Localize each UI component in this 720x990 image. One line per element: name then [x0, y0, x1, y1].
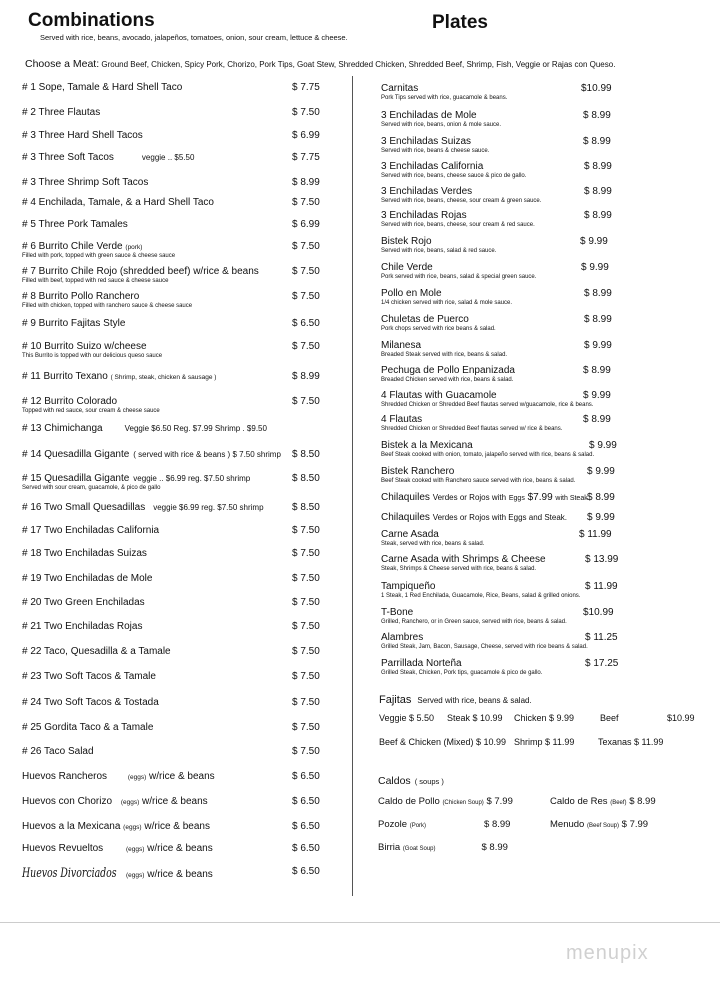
- caldos-title-text: Caldos: [378, 775, 411, 787]
- fajitas-shrimp: Shrimp $ 11.99: [514, 737, 575, 747]
- plate-description: Served with rice, beans, cheese sauce & pico de gallo.: [381, 173, 527, 179]
- combo-name: # 12 Burrito Colorado: [22, 396, 118, 407]
- huevos-sides: w/rice & beans: [144, 821, 210, 832]
- combo-name: # 21 Two Enchiladas Rojas: [22, 621, 143, 632]
- combo-price: $ 7.75: [292, 82, 320, 93]
- plate-note: Verdes or Rojos with Eggs and Steak.: [432, 513, 567, 522]
- caldo-note: (Pork): [409, 823, 427, 829]
- huevos-sides: w/rice & beans: [147, 869, 213, 880]
- caldos-title: [378, 775, 444, 787]
- plate-note-steak: with Steak: [555, 495, 588, 502]
- plate-name: Alambres: [381, 632, 424, 643]
- huevos-name: Huevos Divorciados: [22, 866, 117, 881]
- caldo-note: (Beef Soup): [586, 823, 620, 829]
- combo-name: # 14 Quesadilla Gigante: [22, 449, 130, 460]
- plate-price: $ 8.99: [583, 110, 611, 121]
- plate-name: Chilaquiles: [381, 512, 430, 523]
- plate-description: Shredded Chicken or Shredded Beef flautas served w/guacamole, rice & beans.: [381, 402, 594, 408]
- combinations-subtitle: Served with rice, beans, avocado, jalapeños, tomatoes, onion, sour cream, lettuce & cheese.: [40, 33, 348, 42]
- combo-price: $ 8.50: [292, 502, 320, 513]
- combo-item: [22, 621, 344, 632]
- combo-item: [22, 152, 344, 163]
- plate-item: [381, 210, 701, 228]
- plate-item: [381, 262, 701, 280]
- combo-name: # 4 Enchilada, Tamale, & a Hard Shell Taco: [22, 197, 214, 208]
- combo-description: Filled with chicken, topped with ranchero sauce & cheese sauce: [22, 303, 193, 309]
- plate-name: 3 Enchiladas Suizas: [381, 136, 472, 147]
- combo-name: # 16 Two Small Quesadillas: [22, 502, 146, 513]
- plate-description: Grilled Steak, Jam, Bacon, Sausage, Cheese, served with rice beans & salad.: [381, 644, 588, 650]
- combo-name: # 26 Taco Salad: [22, 746, 94, 757]
- huevos-item: [22, 771, 344, 782]
- combo-price: $ 7.50: [292, 291, 320, 302]
- plate-description: Grilled Steak, Chicken, Pork tips, guacamole & pico de gallo.: [381, 670, 543, 676]
- plate-name: 3 Enchiladas Verdes: [381, 186, 473, 197]
- plate-item: [381, 512, 701, 523]
- meat-options: Ground Beef, Chicken, Spicy Pork, Chorizo, Pork Tips, Goat Stew, Shredded Chicken, Shredded Beef, Shrimp, Fish, Veggie or Rajas con Queso.: [101, 60, 616, 69]
- combo-price: $ 7.50: [292, 573, 320, 584]
- combo-price: $ 7.50: [292, 197, 320, 208]
- combinations-title: Combinations: [28, 10, 155, 31]
- combo-name: # 1 Sope, Tamale & Hard Shell Taco: [22, 82, 183, 93]
- combo-item: [22, 548, 344, 559]
- plate-name: Bistek Rojo: [381, 236, 432, 247]
- column-divider: [352, 76, 353, 896]
- combo-variant-prices: veggie .. $6.99 reg. $7.50 shrimp: [133, 474, 251, 483]
- plate-name: T-Bone: [381, 607, 414, 618]
- plate-price: $10.99: [581, 83, 612, 94]
- plate-price: $ 13.99: [585, 554, 619, 565]
- plate-name: 3 Enchiladas California: [381, 161, 484, 172]
- combo-name: # 23 Two Soft Tacos & Tamale: [22, 671, 156, 682]
- plate-name: Chilaquiles: [381, 492, 430, 503]
- plate-name: Pechuga de Pollo Enpanizada: [381, 365, 515, 376]
- combo-name: # 13 Chimichanga: [22, 423, 103, 434]
- combo-item: [22, 291, 344, 309]
- plate-item: [381, 390, 701, 408]
- plate-description: 1 Steak, 1 Red Enchilada, Guacamole, Rice, Beans, salad & grilled onions.: [381, 593, 581, 599]
- combo-price: $ 7.50: [292, 525, 320, 536]
- plate-item: [381, 110, 701, 128]
- plate-price: $ 8.99: [584, 186, 612, 197]
- combo-description: Filled with pork, topped with green sauce & cheese sauce: [22, 253, 176, 259]
- plate-description: Grilled, Ranchero, or in Green sauce, served with rice, beans & salad.: [381, 619, 567, 625]
- plate-price: $ 9.99: [584, 340, 612, 351]
- huevos-item: [22, 866, 344, 881]
- plate-item: [381, 161, 701, 179]
- plate-price: $ 8.99: [583, 414, 611, 425]
- caldo-name: Pozole: [378, 819, 408, 830]
- combo-name: # 25 Gordita Taco & a Tamale: [22, 722, 154, 733]
- combo-name: # 19 Two Enchiladas de Mole: [22, 573, 153, 584]
- combo-price: $ 8.99: [292, 371, 320, 382]
- combo-name: # 10 Burrito Suizo w/cheese: [22, 341, 147, 352]
- plate-item: [381, 186, 701, 204]
- combo-item: [22, 341, 344, 359]
- huevos-price: $ 6.50: [292, 866, 320, 877]
- combo-price: $ 8.50: [292, 449, 320, 460]
- combo-note: (pork): [125, 244, 143, 251]
- plate-name: 3 Enchiladas Rojas: [381, 210, 467, 221]
- combo-price: $ 7.50: [292, 266, 320, 277]
- caldo-item: [378, 842, 508, 853]
- watermark: menupix: [566, 942, 649, 964]
- huevos-note: (eggs): [126, 872, 145, 879]
- plate-eggs-price: $7.99: [527, 492, 553, 503]
- plate-name: Carnitas: [381, 83, 419, 94]
- combo-name: # 15 Quesadilla Gigante: [22, 473, 130, 484]
- plate-item: [381, 607, 701, 625]
- plate-item: [381, 288, 701, 306]
- combo-price: $ 7.50: [292, 746, 320, 757]
- caldo-price: $ 7.99: [621, 819, 649, 830]
- huevos-note: (eggs): [120, 799, 140, 806]
- plate-price: $ 8.99: [584, 161, 612, 172]
- plate-price: $ 9.99: [581, 262, 609, 273]
- combo-item: [22, 107, 344, 118]
- plate-price: $ 9.99: [587, 512, 615, 523]
- plate-price: $ 11.99: [579, 529, 612, 540]
- combo-name: # 9 Burrito Fajitas Style: [22, 318, 126, 329]
- plate-description: Served with rice, beans & cheese sauce.: [381, 148, 490, 154]
- combo-item: [22, 525, 344, 536]
- huevos-name: Huevos a la Mexicana: [22, 821, 121, 832]
- plate-name: Parrillada Norteña: [381, 658, 462, 669]
- plate-price: $ 9.99: [589, 440, 617, 451]
- combo-description: This Burrito is topped with our delicious queso sauce: [22, 353, 163, 359]
- plate-price: $ 8.99: [587, 492, 615, 503]
- caldo-note: (Goat Soup): [402, 846, 436, 852]
- bottom-divider: [0, 922, 720, 923]
- huevos-price: $ 6.50: [292, 843, 320, 854]
- plate-name: 3 Enchiladas de Mole: [381, 110, 477, 121]
- combo-name: # 17 Two Enchiladas California: [22, 525, 160, 536]
- caldo-item: [550, 819, 648, 830]
- combo-item: [22, 722, 344, 733]
- combo-price: $ 8.99: [292, 177, 320, 188]
- plate-price: $ 11.99: [585, 581, 618, 592]
- plate-item: [381, 581, 701, 599]
- huevos-note: (eggs): [125, 846, 145, 853]
- plate-name: Bistek Ranchero: [381, 466, 455, 477]
- plate-item: [381, 83, 701, 101]
- plate-description: Served with rice, beans, salad & red sauce.: [381, 248, 497, 254]
- combo-item: [22, 177, 344, 188]
- plate-description: Breaded Steak served with rice, beans & salad.: [381, 352, 508, 358]
- huevos-price: $ 6.50: [292, 796, 320, 807]
- combo-item: [22, 82, 344, 93]
- combo-name: # 7 Burrito Chile Rojo (shredded beef) w/rice & beans: [22, 266, 259, 277]
- plate-name: Carne Asada with Shrimps & Cheese: [381, 554, 546, 565]
- plate-description: Breaded Chicken served with rice, beans & salad.: [381, 377, 514, 383]
- combo-price: $ 7.50: [292, 621, 320, 632]
- caldo-item: [550, 796, 656, 807]
- combo-name: # 3 Three Hard Shell Tacos: [22, 130, 143, 141]
- combo-variant-prices: veggie $6.99 reg. $7.50 shrimp: [153, 503, 264, 512]
- huevos-sides: w/rice & beans: [149, 771, 215, 782]
- combo-variant-prices: Veggie $6.50 Reg. $7.99 Shrimp . $9.50: [124, 424, 267, 433]
- huevos-name: Huevos Rancheros: [22, 771, 108, 782]
- combo-item: [22, 241, 344, 259]
- plate-item: [381, 658, 701, 676]
- plate-price: $ 8.99: [584, 210, 612, 221]
- fajitas-mixed: Beef & Chicken (Mixed) $ 10.99: [379, 737, 507, 747]
- plate-description: Served with rice, beans, cheese, sour cream & green sauce.: [381, 198, 542, 204]
- plate-description: Beef Steak cooked with onion, tomato, jalapeño served with rice, beans & salad.: [381, 452, 595, 458]
- plate-price: $ 11.25: [585, 632, 618, 643]
- plates-title: Plates: [432, 12, 488, 33]
- huevos-item: [22, 796, 344, 807]
- huevos-sides: w/rice & beans: [142, 796, 208, 807]
- plate-item: [381, 632, 701, 650]
- combo-item: [22, 449, 344, 460]
- huevos-name: Huevos Revueltos: [22, 843, 104, 854]
- plate-description: Steak, Shrimps & Cheese served with rice, beans & salad.: [381, 566, 537, 572]
- caldo-name: Birria: [378, 842, 401, 853]
- combo-price: $ 7.50: [292, 597, 320, 608]
- combo-name: # 3 Three Shrimp Soft Tacos: [22, 177, 149, 188]
- combo-price: $ 7.50: [292, 341, 320, 352]
- caldo-note: (Chicken Soup): [442, 800, 484, 806]
- plate-name: Tampiqueño: [381, 581, 436, 592]
- combo-price: $ 7.50: [292, 722, 320, 733]
- combo-price: $ 8.50: [292, 473, 320, 484]
- combo-name: # 24 Two Soft Tacos & Tostada: [22, 697, 159, 708]
- combo-price: $ 6.50: [292, 318, 320, 329]
- plate-description: Pork chops served with rice beans & salad.: [381, 326, 496, 332]
- combo-item: [22, 473, 344, 491]
- plate-price: $10.99: [583, 607, 614, 618]
- combo-price: $ 7.50: [292, 671, 320, 682]
- plate-price: $ 8.99: [583, 365, 611, 376]
- fajitas-texanas: Texanas $ 11.99: [598, 737, 664, 747]
- combo-name: # 5 Three Pork Tamales: [22, 219, 128, 230]
- plate-name: Milanesa: [381, 340, 422, 351]
- combo-item: [22, 646, 344, 657]
- combo-description: Filled with beef, topped with red sauce & cheese sauce: [22, 278, 169, 284]
- caldo-name: Caldo de Res: [550, 796, 608, 807]
- plate-name: 4 Flautas with Guacamole: [381, 390, 497, 401]
- huevos-item: [22, 821, 344, 832]
- combo-price: $ 7.50: [292, 646, 320, 657]
- plate-item: [381, 554, 701, 572]
- combo-price: $ 7.50: [292, 396, 320, 407]
- plate-price: $ 8.99: [584, 288, 612, 299]
- huevos-price: $ 6.50: [292, 821, 320, 832]
- combo-name: # 2 Three Flautas: [22, 107, 101, 118]
- combo-item: [22, 219, 344, 230]
- caldo-note: (Beef): [610, 800, 627, 806]
- combo-item: [22, 266, 344, 284]
- combo-name: # 8 Burrito Pollo Ranchero: [22, 291, 140, 302]
- combo-item: [22, 573, 344, 584]
- combo-item: [22, 318, 344, 329]
- combo-item: [22, 597, 344, 608]
- combo-item: [22, 396, 344, 414]
- huevos-name: Huevos con Chorizo: [22, 796, 113, 807]
- fajitas-chicken: Chicken $ 9.99: [514, 713, 575, 723]
- huevos-note: (eggs): [123, 824, 142, 831]
- combo-item: [22, 197, 344, 208]
- plate-description: Steak, served with rice, beans & salad.: [381, 541, 485, 547]
- combo-price: $ 6.99: [292, 219, 320, 230]
- combo-item: [22, 130, 344, 141]
- caldos-subtitle: ( soups ): [414, 777, 444, 786]
- plate-item: [381, 492, 701, 503]
- fajitas-veggie: Veggie $ 5.50: [379, 713, 435, 723]
- combo-price: $ 7.50: [292, 241, 320, 252]
- combo-price: $ 6.99: [292, 130, 320, 141]
- combo-item: [22, 423, 344, 434]
- plate-note-eggs: Eggs: [508, 495, 525, 502]
- fajitas-beef-label: Beef: [600, 713, 619, 723]
- combo-item: [22, 502, 344, 513]
- plate-name: Pollo en Mole: [381, 288, 442, 299]
- fajitas-steak: Steak $ 10.99: [447, 713, 503, 723]
- fajitas-subtitle: Served with rice, beans & salad.: [417, 696, 532, 705]
- combo-name: # 20 Two Green Enchiladas: [22, 597, 145, 608]
- plate-name: Chuletas de Puerco: [381, 314, 469, 325]
- plate-item: [381, 466, 701, 484]
- plate-item: [381, 314, 701, 332]
- combo-item: [22, 671, 344, 682]
- plate-price: $ 9.99: [587, 466, 615, 477]
- plate-price: $ 8.99: [584, 314, 612, 325]
- plate-price: $ 17.25: [585, 658, 619, 669]
- plate-price: $ 9.99: [583, 390, 611, 401]
- plate-name: Bistek a la Mexicana: [381, 440, 473, 451]
- combo-name: # 11 Burrito Texano: [22, 371, 108, 382]
- plate-item: [381, 529, 701, 547]
- fajitas-title-text: Fajitas: [379, 694, 412, 706]
- plate-price: $ 9.99: [580, 236, 608, 247]
- caldo-item: [378, 819, 510, 830]
- plate-price: $ 8.99: [583, 136, 611, 147]
- combo-description: Topped with red sauce, sour cream & cheese sauce: [22, 408, 160, 414]
- combo-price: $ 7.50: [292, 697, 320, 708]
- plate-item: [381, 365, 701, 383]
- combo-price: $ 7.75: [292, 152, 320, 163]
- caldo-price: $ 8.99: [481, 842, 508, 853]
- combo-name: # 6 Burrito Chile Verde: [22, 241, 123, 252]
- combo-description: Served with sour cream, guacamole, & pico de gallo: [22, 485, 161, 491]
- plate-item: [381, 236, 701, 254]
- combo-price: $ 7.50: [292, 107, 320, 118]
- meat-choice-line: [25, 58, 615, 70]
- caldo-item: [378, 796, 513, 807]
- huevos-price: $ 6.50: [292, 771, 320, 782]
- plate-item: [381, 414, 701, 432]
- caldo-name: Caldo de Pollo: [378, 796, 440, 807]
- combo-name: # 18 Two Enchiladas Suizas: [22, 548, 147, 559]
- caldo-price: $ 7.99: [486, 796, 513, 807]
- combo-item: [22, 697, 344, 708]
- combo-name: # 3 Three Soft Tacos: [22, 152, 114, 163]
- combo-name: # 22 Taco, Quesadilla & a Tamale: [22, 646, 171, 657]
- plate-item: [381, 440, 701, 458]
- combo-note: ( Shrimp, steak, chicken & sausage ): [110, 374, 217, 381]
- plate-description: Shredded Chicken or Shredded Beef flautas served w/ rice & beans.: [381, 426, 563, 432]
- plate-description: Served with rice, beans, onion & mole sauce.: [381, 122, 502, 128]
- plate-description: 1/4 chicken served with rice, salad & mole sauce.: [381, 300, 513, 306]
- combo-item: [22, 746, 344, 757]
- plate-item: [381, 136, 701, 154]
- combo-item: [22, 371, 344, 382]
- fajitas-beef-price: $10.99: [667, 713, 695, 723]
- plate-description: Served with rice, beans, cheese, sour cream & red sauce.: [381, 222, 535, 228]
- plate-item: [381, 340, 701, 358]
- plate-name: Chile Verde: [381, 262, 433, 273]
- plate-name: 4 Flautas: [381, 414, 423, 425]
- combo-price: $ 7.50: [292, 548, 320, 559]
- caldo-price: $ 8.99: [629, 796, 656, 807]
- plate-description: Pork Tips served with rice, guacamole & beans.: [381, 95, 508, 101]
- plate-note: Verdes or Rojos with: [432, 493, 507, 502]
- plate-description: Pork served with rice, beans, salad & special green sauce.: [381, 274, 537, 280]
- caldo-name: Menudo: [550, 819, 585, 830]
- plate-name: Carne Asada: [381, 529, 439, 540]
- caldo-price: $ 8.99: [484, 819, 511, 830]
- huevos-item: [22, 843, 344, 854]
- huevos-note: (eggs): [127, 774, 147, 781]
- combo-veggie-price: veggie .. $5.50: [141, 153, 195, 162]
- plate-description: Beef Steak cooked with Ranchero sauce served with rice, beans & salad.: [381, 478, 576, 484]
- fajitas-title: [379, 694, 532, 706]
- meat-label: Choose a Meat:: [25, 58, 100, 70]
- huevos-sides: w/rice & beans: [147, 843, 213, 854]
- combo-variant-prices: ( served with rice & beans ) $ 7.50 shrimp: [133, 450, 281, 459]
